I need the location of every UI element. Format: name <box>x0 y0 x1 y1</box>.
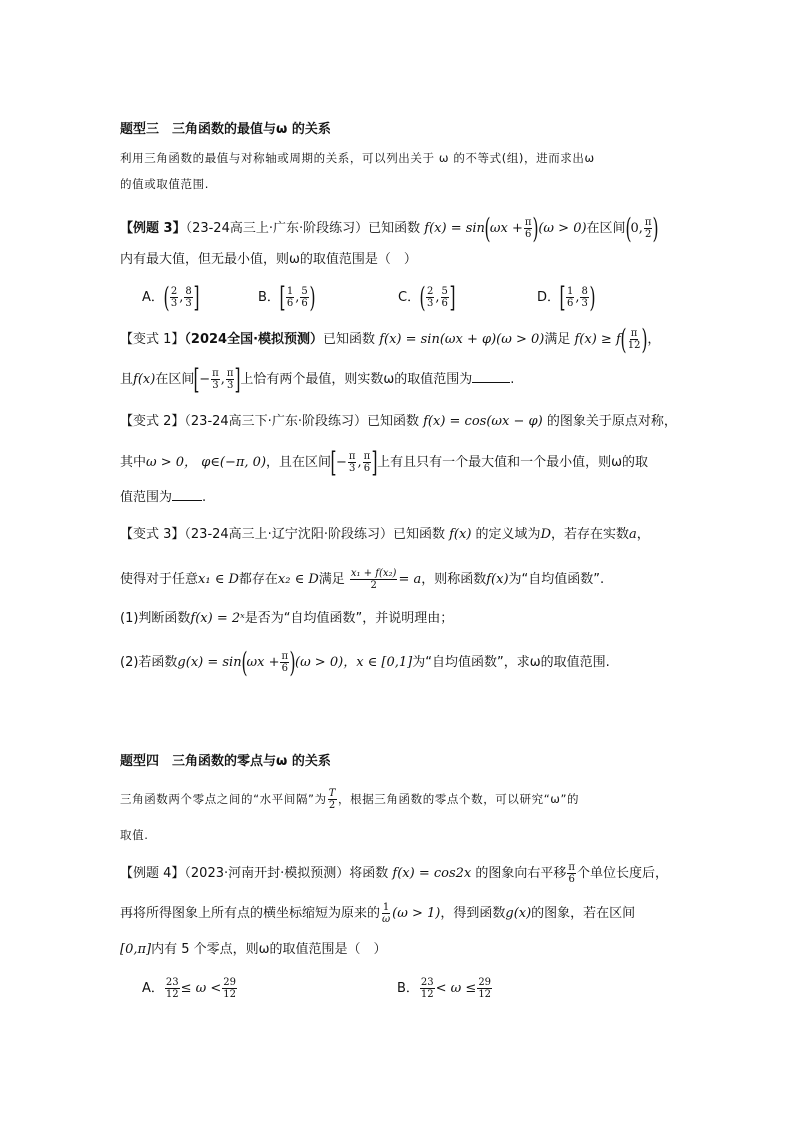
variant3-a: a <box>629 527 637 542</box>
example4-line3 <box>120 940 387 960</box>
variant3-text-b: 的定义域为 <box>475 527 541 542</box>
variant3-q2-text-a: (2)若函数 <box>120 655 178 670</box>
t-over-2: $\frac{T}{2}$ <box>328 788 336 811</box>
variant2-text-d: ，且在区间 <box>266 455 332 470</box>
answer-blank[interactable] <box>172 488 202 501</box>
paren-open: ( <box>484 211 491 245</box>
bracket-right: ] <box>193 280 200 314</box>
variant3-q1 <box>120 609 453 629</box>
variant1-inequality: f(x) ≥ f <box>574 332 621 347</box>
paren-close: ) <box>641 322 648 356</box>
example3-interval-left: 0, <box>630 221 643 236</box>
variant2-phi-cond: φ∈(−π, 0) <box>201 455 267 470</box>
variant3-source: （23-24高三上·辽宁沈阳·阶段练习） <box>184 527 393 542</box>
variant1-text-b: 满足 <box>544 332 571 347</box>
fraction: $\frac{1}{6}$ <box>566 286 574 309</box>
pi-over-6: $\frac{\pi}{6}$ <box>281 651 289 674</box>
comma: , <box>357 455 362 470</box>
fraction: $\frac{29}{12}$ <box>478 977 492 1000</box>
variant3-q2-text-b: 为“自均值函数”，求ω的取值范围. <box>412 655 610 670</box>
comma: ， <box>647 332 661 347</box>
paren-close: ) <box>289 645 296 679</box>
variant3-text-a: 已知函数 <box>392 527 445 542</box>
example4-function: f(x) = cos2x <box>392 866 472 881</box>
bracket-left: ( <box>419 280 426 314</box>
variant3-line1 <box>120 525 650 545</box>
variant3-q2 <box>120 645 610 679</box>
variant3-fx2: f(x) <box>486 572 509 587</box>
bracket-left: [ <box>193 362 200 396</box>
variant1-text-a: 已知函数 <box>323 332 376 347</box>
pi-over-3: $\frac{\pi}{3}$ <box>212 368 219 391</box>
variant1-function: f(x) = sin(ωx + φ)(ω > 0) <box>379 332 545 347</box>
example4-line2 <box>120 902 635 925</box>
option-label: A． <box>142 981 164 996</box>
variant2-line3 <box>120 488 206 508</box>
period: . <box>510 372 515 387</box>
bracket-left: [ <box>330 445 337 479</box>
variant2-function: f(x) = cos(ωx − φ) <box>423 414 543 429</box>
pi-over-6: $\frac{\pi}{6}$ <box>524 217 532 240</box>
example4-option-a[interactable] <box>142 977 238 1000</box>
variant2-source: （23-24高三下·广东·阶段练习） <box>184 414 367 429</box>
variant3-x2: x₂ ∈ D <box>277 572 319 587</box>
fraction: $\frac{23}{12}$ <box>165 977 179 1000</box>
option-label: C． <box>398 290 421 305</box>
variant3-domain: D <box>540 527 551 542</box>
variant3-text-h: 为“自均值函数”. <box>508 572 605 587</box>
option-label: A． <box>142 290 164 305</box>
example3-text-a: 已知函数 <box>368 221 421 236</box>
variant3-tag: 【变式 3】 <box>120 527 185 542</box>
example3-option-d[interactable] <box>537 280 596 314</box>
example4-text-a: 将函数 <box>349 866 389 881</box>
variant3-text-g: ，则称函数 <box>421 572 487 587</box>
section3-title: 题型三 三角函数的最值与ω 的关系 <box>120 122 331 137</box>
example4-line1 <box>120 862 668 885</box>
minus-sign: − <box>335 455 347 470</box>
variant3-q2-arg: ωx + <box>246 655 280 670</box>
fraction: $\frac{29}{12}$ <box>223 977 237 1000</box>
fraction: $\frac{1}{6}$ <box>286 286 294 309</box>
example3-option-b[interactable] <box>258 280 316 314</box>
example4-text-e: ，得到函数 <box>440 906 506 921</box>
variant3-text-d: 使得对于任意 <box>120 572 199 587</box>
comma: , <box>575 290 580 305</box>
example3-text-b: 在区间 <box>586 221 626 236</box>
interval-open: ( <box>625 211 632 245</box>
pi-over-12: $\frac{\pi}{12}$ <box>627 328 641 351</box>
variant3-text-c: ，若存在实数 <box>551 527 630 542</box>
section4-intro-text-b: ，根据三角函数的零点个数，可以研究“ω”的 <box>338 792 580 806</box>
example3-source: （23-24高三上·广东·阶段练习） <box>185 221 369 236</box>
bracket-left: [ <box>279 280 286 314</box>
variant3-line2 <box>120 568 604 591</box>
variant3-q2-domain: ，x ∈ [0,1] <box>343 655 413 670</box>
variant1-tag: 【变式 1】 <box>120 332 185 347</box>
section3-intro-line2: 的值或取值范围. <box>120 177 209 191</box>
section4-title: 题型四 三角函数的零点与ω 的关系 <box>120 754 331 769</box>
variant3-fraction: $\frac{\text{x₁ + f(x₂)}}{2}$ <box>350 568 397 591</box>
fraction: $\frac{2}{3}$ <box>427 286 434 309</box>
example3-option-c[interactable] <box>398 280 456 314</box>
fraction: $\frac{8}{3}$ <box>185 286 192 309</box>
example4-text-g: 内有 5 个零点，则ω的取值范围是（ ） <box>151 942 387 957</box>
option-label: B． <box>258 290 280 305</box>
variant1-fx: f(x) <box>133 372 156 387</box>
variant1-text-e: 上恰有两个最值，则实数ω的取值范围为 <box>240 372 473 387</box>
answer-blank[interactable] <box>472 370 510 383</box>
example4-text-c: 个单位长度后， <box>576 866 668 881</box>
variant3-equals-a: = a <box>398 572 422 587</box>
interval-close: ) <box>652 211 659 245</box>
paren-open: ( <box>241 645 248 679</box>
variant1-line2 <box>120 362 515 396</box>
example4-cond: (ω > 1) <box>392 906 441 921</box>
example3-tag: 【例题 3】 <box>120 221 186 236</box>
period: . <box>202 490 207 505</box>
example4-text-f: 的图象，若在区间 <box>531 906 636 921</box>
example4-option-b[interactable] <box>397 977 493 1000</box>
example4-tag: 【例题 4】 <box>120 866 185 881</box>
variant3-q2-function: g(x) = sin <box>177 655 242 670</box>
example3-option-a[interactable] <box>142 280 200 314</box>
variant3-q2-cond: (ω > 0) <box>295 655 344 670</box>
variant2-line1 <box>120 412 677 432</box>
bracket-left: ( <box>163 280 170 314</box>
example4-text-d: 再将所得图象上所有点的横坐标缩短为原来的 <box>120 906 381 921</box>
variant2-text-c: 其中 <box>120 455 147 470</box>
comma: ， <box>636 527 650 542</box>
bracket-left: [ <box>559 280 566 314</box>
example3-cond: (ω > 0) <box>538 221 587 236</box>
example4-interval: [0,π] <box>120 942 152 957</box>
option-inequality: < ω ≤ <box>435 981 477 996</box>
section4-intro-line2: 取值. <box>120 828 149 842</box>
variant2-omega-cond: ω > 0， <box>146 455 198 470</box>
variant3-q1-text-b: 是否为“自均值函数”，并说明理由； <box>244 611 454 626</box>
variant3-fx: f(x) <box>449 527 472 542</box>
paren-open: ( <box>620 322 627 356</box>
bracket-right: ] <box>449 280 456 314</box>
variant1-source: （2024全国·模拟预测） <box>184 332 324 347</box>
comma: , <box>220 372 225 387</box>
pi-over-3: $\frac{\pi}{3}$ <box>348 451 356 474</box>
variant3-q1-function: f(x) = 2ˣ <box>190 611 245 626</box>
example3-line1 <box>120 211 659 245</box>
pi-over-3: $\frac{\pi}{3}$ <box>226 368 234 391</box>
comma: , <box>295 290 300 305</box>
example3-line2: 内有最大值，但无最小值，则ω的取值范围是（ ） <box>120 252 417 267</box>
pi-over-2: $\frac{\pi}{2}$ <box>644 217 652 240</box>
variant2-text-f: 值范围为 <box>120 490 173 505</box>
pi-over-6: $\frac{\pi}{6}$ <box>363 451 371 474</box>
option-label: B． <box>397 981 419 996</box>
variant1-text-c: 且 <box>120 372 134 387</box>
variant2-text-a: 已知函数 <box>366 414 419 429</box>
option-inequality: ≤ ω < <box>180 981 222 996</box>
paren-close: ) <box>532 211 539 245</box>
bracket-right: ] <box>371 445 378 479</box>
variant1-line1 <box>120 322 661 356</box>
section4-intro-text-a: 三角函数两个零点之间的“水平间隔”为 <box>120 792 327 806</box>
bracket-right: ] <box>234 362 241 396</box>
variant3-text-f: 满足 <box>318 572 345 587</box>
variant2-text-e: 上有且只有一个最大值和一个最小值，则ω的取 <box>377 455 649 470</box>
example4-gx: g(x) <box>505 906 532 921</box>
example4-text-b: 的图象向右平移 <box>475 866 567 881</box>
section4-intro-line1 <box>120 788 579 811</box>
variant2-text-b: 的图象关于原点对称， <box>546 414 677 429</box>
fraction: $\frac{8}{3}$ <box>581 286 588 309</box>
option-label: D． <box>537 290 561 305</box>
comma: , <box>435 290 440 305</box>
fraction: $\frac{5}{6}$ <box>441 286 448 309</box>
one-over-omega: $\frac{1}{\omega}$ <box>382 902 391 925</box>
fraction: $\frac{2}{3}$ <box>170 286 178 309</box>
section3-intro-line1: 利用三角函数的最值与对称轴或周期的关系，可以列出关于 ω 的不等式(组)，进而求出ω <box>120 151 595 165</box>
variant3-q1-text-a: (1)判断函数 <box>120 611 191 626</box>
variant3-x1: x₁ ∈ D <box>198 572 239 587</box>
pi-over-6: $\frac{\pi}{6}$ <box>568 862 575 885</box>
minus-sign: − <box>199 372 211 387</box>
variant3-text-e: 都存在 <box>238 572 278 587</box>
variant2-line2 <box>120 445 649 479</box>
fraction: $\frac{5}{6}$ <box>301 286 308 309</box>
example4-source: （2023·河南开封·模拟预测） <box>184 866 350 881</box>
variant2-tag: 【变式 2】 <box>120 414 185 429</box>
bracket-right: ) <box>309 280 316 314</box>
comma: , <box>179 290 184 305</box>
example3-arg: ωx + <box>489 221 523 236</box>
bracket-right: ) <box>589 280 596 314</box>
example3-function: f(x) = sin <box>424 221 485 236</box>
fraction: $\frac{23}{12}$ <box>420 977 434 1000</box>
variant1-text-d: 在区间 <box>155 372 195 387</box>
